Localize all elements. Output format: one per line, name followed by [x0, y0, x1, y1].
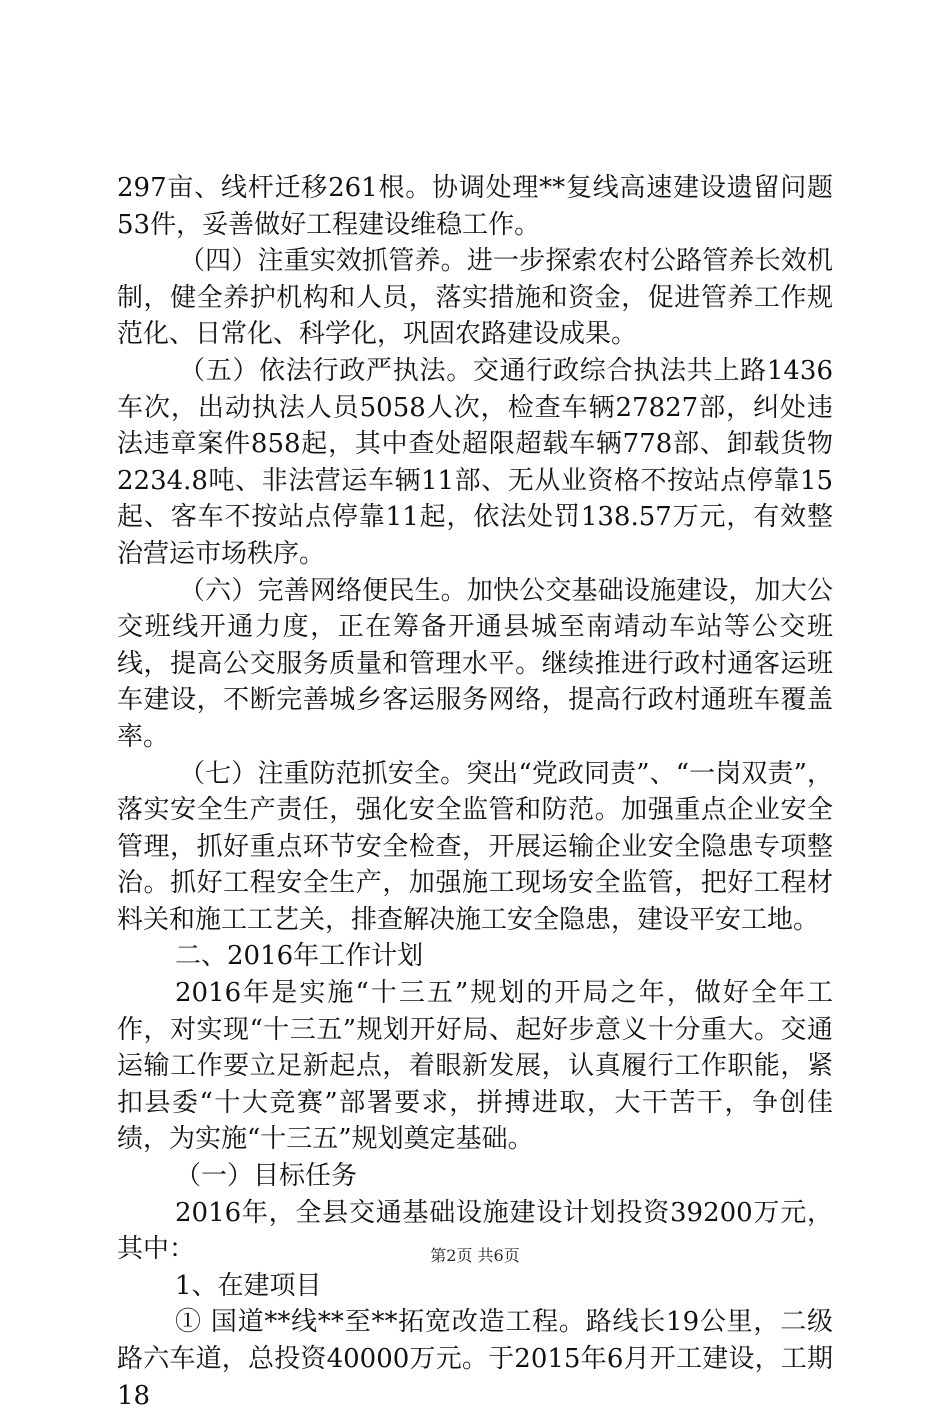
paragraph-project-1: ① 国道**线**至**拓宽改造工程。路线长19公里，二级路六车道，总投资40000万元。于2015年6月开工建设，工期18 — [117, 1307, 833, 1411]
paragraph-section-7: （七）注重防范抓安全。突出“党政同责”、“一岗双责”，落实安全生产责任，强化安全监管和防范。加强重点企业安全管理，抓好重点环节安全检查，开展运输企业安全隐患专项整治。抓好工程安全生产，加强施工现场安全监管，把好工程材料关和施工工艺关，排查解决施工安全隐患，建设平安工地。 — [117, 758, 833, 935]
paragraph-section-6: （六）完善网络便民生。加快公交基础设施建设，加大公交班线开通力度，正在筹备开通县城至南靖动车站等公交班线，提高公交服务质量和管理水平。继续推进行政村通客运班车建设，不断完善城乡客运服务网络，提高行政村通班车覆盖率。 — [117, 575, 833, 752]
paragraph-section-4: （四）注重实效抓管养。进一步探索农村公路管养长效机制，健全养护机构和人员，落实措施和资金，促进管养工作规范化、日常化、科学化，巩固农路建设成果。 — [117, 246, 833, 350]
page-footer: 第2页 共6页 — [430, 1246, 520, 1265]
paragraph-2016-intro: 2016年是实施“十三五”规划的开局之年，做好全年工作，对实现“十三五”规划开好局、起好步意义十分重大。交通运输工作要立足新起点，着眼新发展，认真履行工作职能，紧扣县委“十大竞赛”部署要求，拼搏进取，大干苦干，争创佳绩，为实施“十三五”规划奠定基础。 — [117, 978, 833, 1155]
heading-2016-plan: 二、2016年工作计划 — [175, 941, 424, 972]
paragraph-section-5: （五）依法行政严执法。交通行政综合执法共上路1436车次，出动执法人员5058人次，检查车辆27827部，纠处违法违章案件858起，其中查处超限超载车辆778部、卸载货物2234.8吨、非法营运车辆11部、无从业资格不按站点停靠15起、客车不按站点停靠11起，依法处罚138.57万元，有效整治营运市场秩序。 — [117, 355, 833, 569]
paragraph-investment: 2016年，全县交通基础设施建设计划投资39200万元，其中： — [117, 1197, 833, 1265]
paragraph-continuation: 297亩、线杆迁移261根。协调处理**复线高速建设遗留问题53件，妥善做好工程建设维稳工作。 — [117, 173, 833, 240]
body-text — [117, 170, 833, 1414]
heading-targets: （一）目标任务 — [175, 1161, 358, 1192]
heading-ongoing-projects: 1、在建项目 — [175, 1270, 322, 1301]
